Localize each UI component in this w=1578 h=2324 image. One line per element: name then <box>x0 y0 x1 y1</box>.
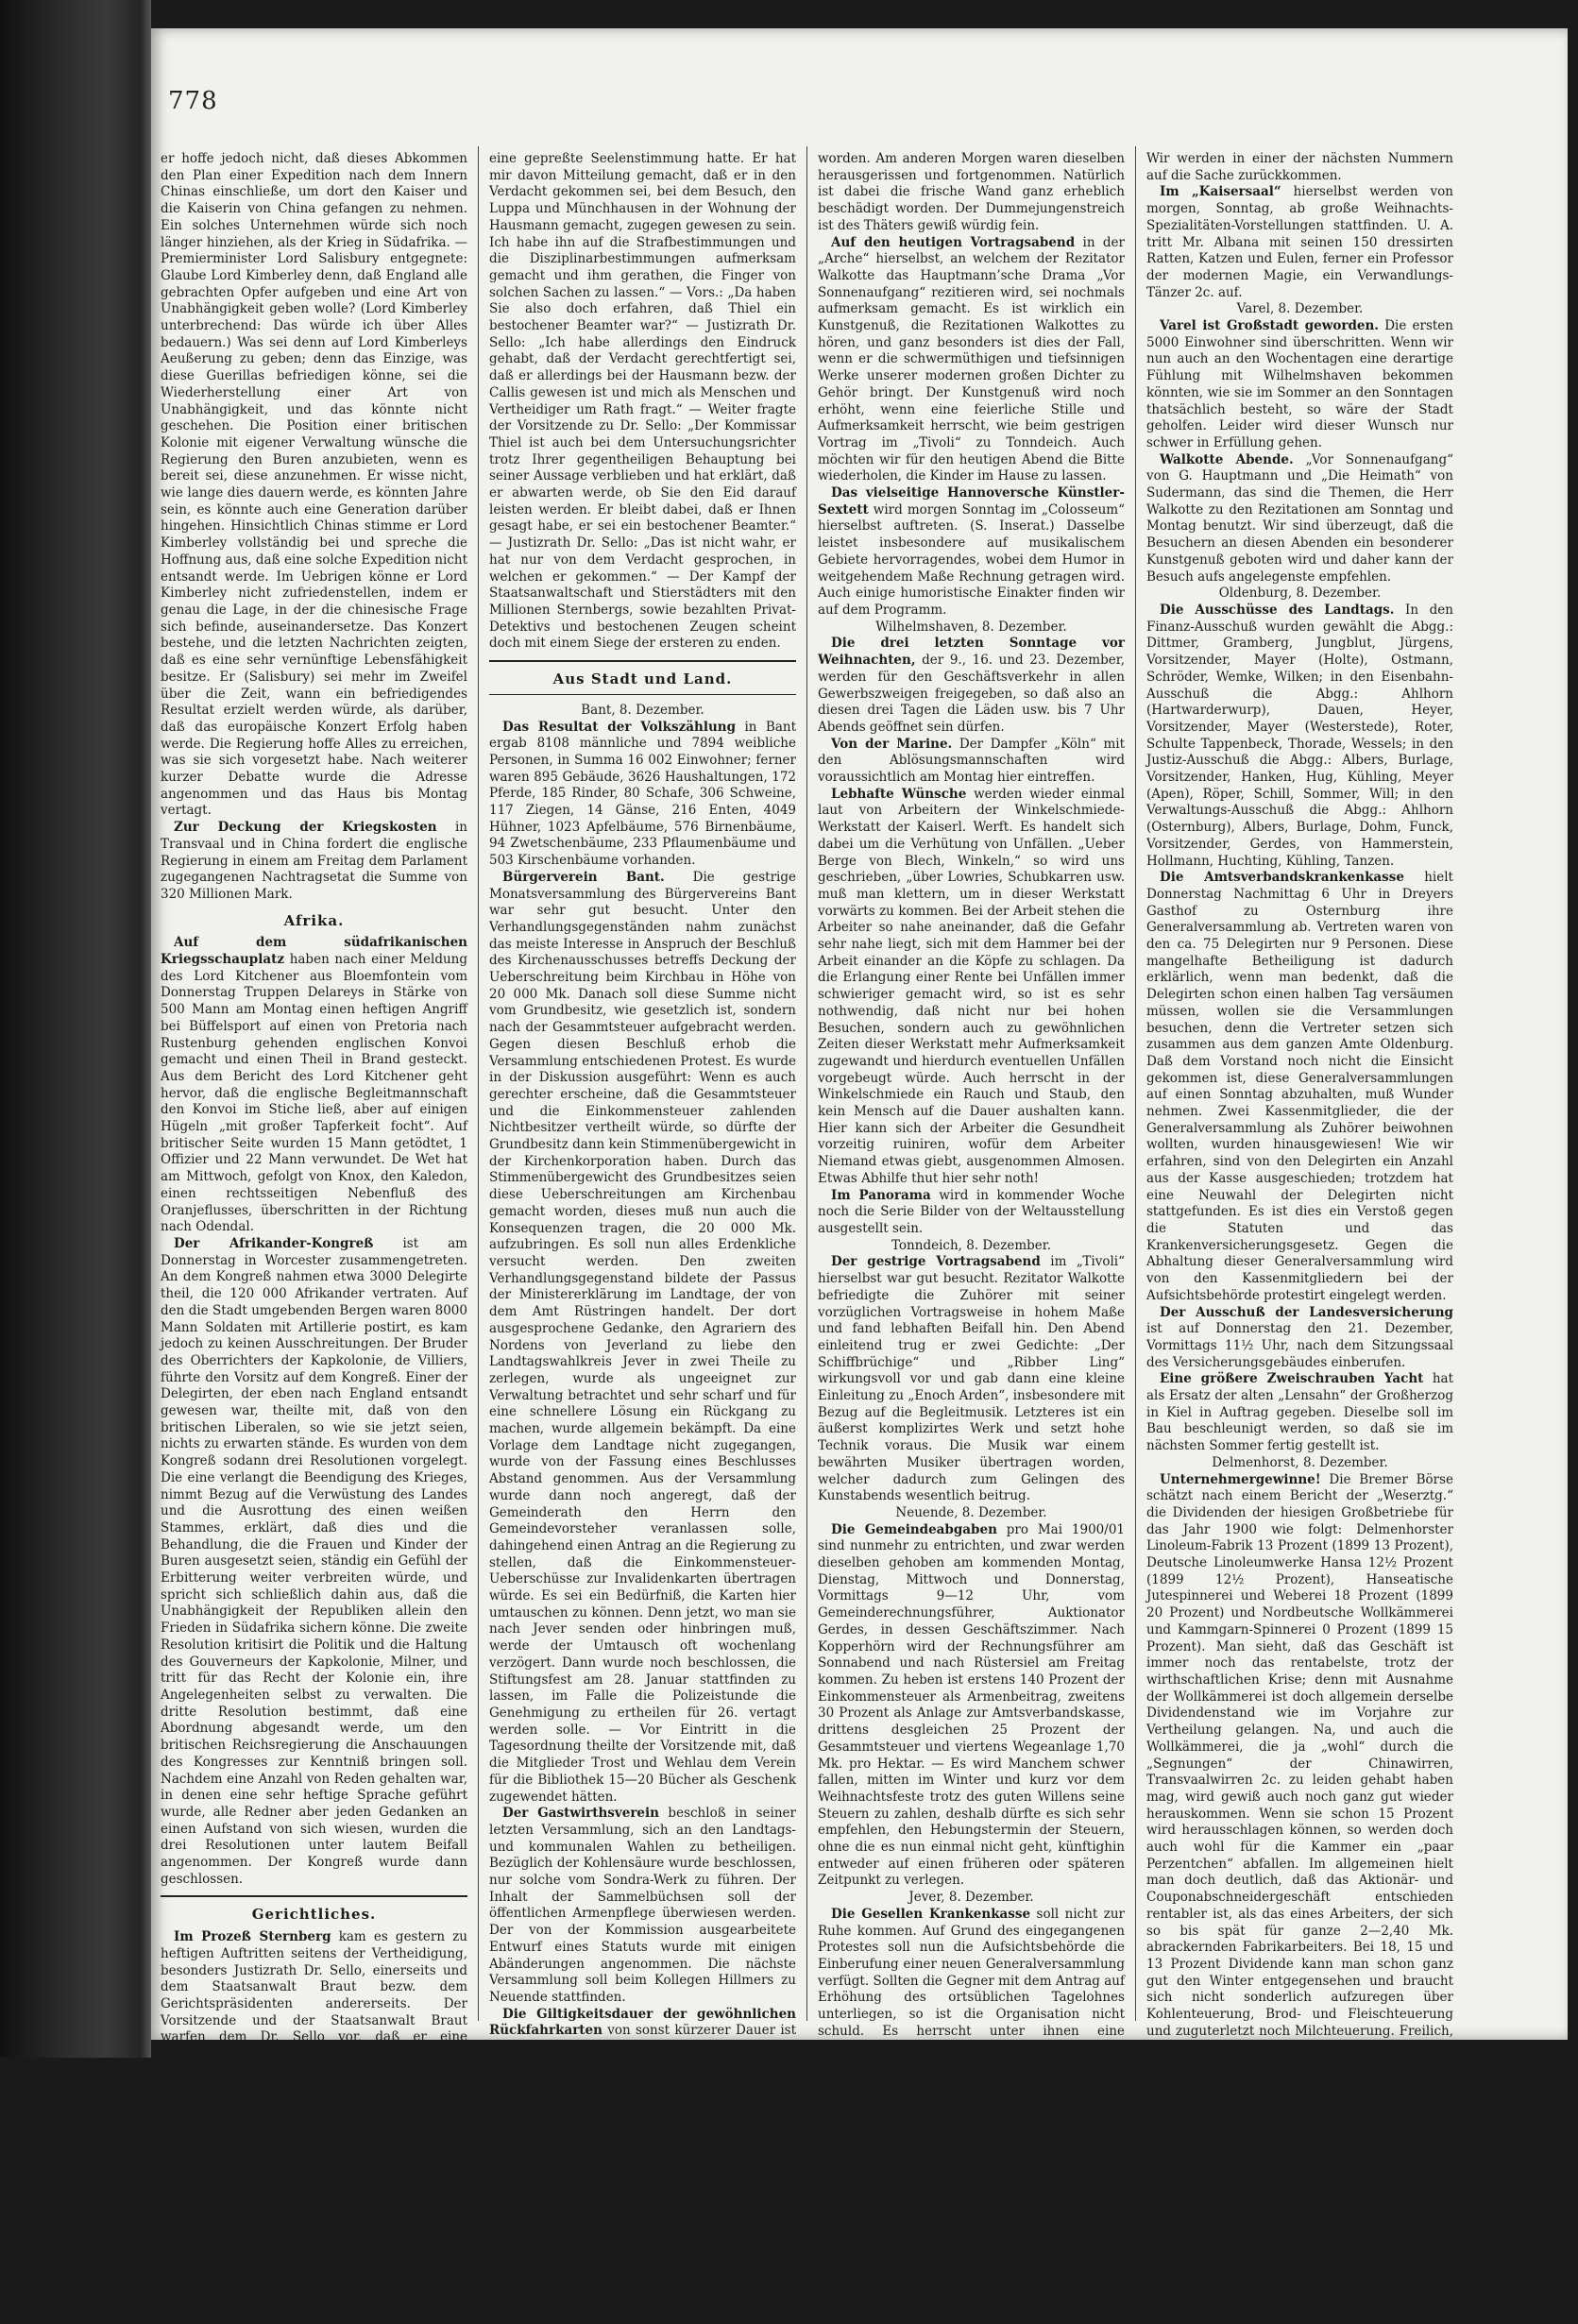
article-lead: Im Prozeß Sternberg <box>174 1929 331 1945</box>
article-paragraph: er hoffe jedoch nicht, daß dieses Abkommen den Plan einer Expedition nach dem Innern Chinas einschließe, um dort den Kaiser und die Kaiserin von China gefangen zu nehmen. Ein solches Unternehmen würde sich noch länger hinziehen, als der Krieg in Südafrika. — Premierminister Lord Salisbury entgegnete: Glaube Lord Kimberley denn, daß England alle gebrachten Opfer aufgeben und eine Art von Unabhängigkeit geben wolle? (Lord Kimberley unterbrechend: Das würde ich über Alles bedauern.) Was sei denn auf Lord Kimberleys Aeußerung zu geben; denn das Einzige, was diese Guerillas befriedigen könne, sei die Wiederherstellung einer Art von Unabhängigkeit, und das könnte nicht geschehen. Die Position einer britischen Kolonie mit eigener Verwaltung wünsche die Regierung den Buren anzubieten, wenn es bereit sei, diese anzunehmen. Er wisse nicht, wie lange dies dauern werde, es könnten Jahre sein, es könnte auch eine Generation darüber hingehen. Hinsichtlich Chinas stimme er Lord Kimberley vollständig bei und spreche die Hoffnung aus, daß eine solche Expedition nicht entsandt werde. Im Uebrigen könne er Lord Kimberley nicht zufriedenstellen, indem er genau die Lage, in der die chinesische Frage sich befinde, auseinandersetze. Das Konzert bestehe, und die letzten Nachrichten zeigten, daß es eine sehr vernünftige Lebensfähigkeit besitze. Er (Salisbury) sei mehr im Zweifel über die Zeit, wann ein befriedigendes Resultat erzielt werden würde, als darüber, daß das europäische Konzert Erfolg haben werde. Die Regierung hoffe Alles zu erreichen, was sie sich vorgesetzt habe. Nach weiterer kurzer Debatte wurde die Adresse angenommen und das Haus bis Montag vertagt. <box>161 151 467 819</box>
column-rule <box>478 146 479 2021</box>
column-1 <box>161 151 467 2263</box>
article-paragraph: Das Resultat der Volkszählung in Bant ergab 8108 männliche und 7894 weibliche Personen, in Summa 16 002 Einwohner; ferner waren 895 Gebäude, 3626 Haushaltungen, 172 Pferde, 185 Rinder, 80 Schafe, 306 Schweine, 117 Ziegen, 14 Gänse, 216 Enten, 4049 Hühner, 1023 Apfelbäume, 576 Birnenbäume, 94 Zwetschenbäume, 233 Pflaumenbäume und 503 Kirschenbäume vorhanden. <box>489 719 796 869</box>
article-paragraph: Ein Nachteil niedrigster Sorte wurde in der letzten Nacht in der Nähe einer Baude im Börsenstraße hierselbst verübt. Der Besitzer des Hauses wollte eine Thür in eine Wand setzen lassen. Die Haken, an welche die Thür gehängt werden sollte, waren neu eingemauert <box>489 2207 797 2323</box>
article-paragraph: Lebhafte Wünsche werden wieder einmal laut von Arbeitern der Winkelschmiede-Werkstatt der Kaiserl. Werft. Es handelt sich dabei um die Verhütung von Unfällen. „Ueber Berge von Blech, Winkeln,“ so wird uns geschrieben, „über Lowries, Schubkarren usw. muß man klettern, um in dieser Werkstatt vorwärts zu kommen. Bei der Arbeit stehen die Arbeiter so nahe aneinander, daß die Gefahr sehr nahe liegt, sich mit dem Hammer bei der Arbeit einander an die Köpfe zu schlagen. Da die Erlangung einer Rente bei Unfällen immer schwieriger gemacht wird, so ist es sehr nothwendig, daß nicht nur bei hohen Besuchen, sondern auch zu gewöhnlichen Zeiten dieser Werkstatt mehr Aufmerksamkeit zugewandt und hierdurch eventuellen Unfällen vorgebeugt würde. Auch herrscht in der Winkelschmiede ein Rauch und Staub, den kein Mensch auf die Dauer aushalten kann. Hier kann sich der Arbeiter die Gesundheit vorzeitig ruiniren, wofür dem Arbeiter Niemand etwas giebt, ausgenommen Almosen. Etwas Abhilfe thut hier sehr noth! <box>818 786 1125 1186</box>
article-lead: Die Gesellen Krankenkasse <box>831 1906 1031 1922</box>
dateline: Bant, 8. Dezember. <box>581 702 704 718</box>
article-lead: Eine größere Zweischrauben Yacht <box>1160 1371 1424 1387</box>
section-divider <box>161 1895 467 1897</box>
article-paragraph: Die Gesellen Krankenkasse soll nicht zur Ruhe kommen. Auf Grund des eingegangenen Protestes soll nun die Aufsichtsbehörde die Einberufung einer neuen Generalversammlung verfügt. Sollten die Gegner mit dem Antrag auf Erhöhung des ortsüblichen Tagelohnes unterliegen, so ist die Organisation nicht schuld. Es herrscht unter ihnen eine grenzenlose Lauheit und Interesselosigkeit und die Organisation des Betriebes nicht zu bringen. Sie sollten sich deshalb auch nicht wundern, wenn man sich dagegen sich berechtigte Forderung, wie es zur Zeit die Erhöhung des ortsüblichen Tagelohnes ist, vorzugehen. <box>818 1906 1125 2156</box>
article-paragraph: Von der Marine. Der Dampfer „Köln“ mit den Ablösungsmannschaften wird voraussichtlich am Montag hier eintreffen. <box>818 736 1125 786</box>
article-paragraph: Die Gemeindeabgaben pro Mai 1900/01 sind nunmehr zu entrichten, und zwar werden dieselben gehoben am kommenden Montag, Dienstag, Mittwoch und Donnerstag, Vormittags 9—12 Uhr, vom Gemeinderechnungsführer, Auktionator Gerdes, in dessen Geschäftszimmer. Nach Kopperhörn wird der Rechnungsführer am Sonnabend und nach Rüstersiel am Freitag kommen. Zu heben ist erstens 140 Prozent der Einkommensteuer als Armenbeitrag, zweitens 30 Prozent als Anlage zur Amtsverbandskasse, drittens desgleichen 25 Prozent der Gesammtsteuer und viertens Wegeanlage 1,70 Mk. pro Hektar. — Es wird Manchem schwer fallen, mitten im Winter und kurz vor dem Weihnachtsfeste trotz des guten Willens seine Steuern zu zahlen, deshalb dürfte es sich sehr empfehlen, den Hebungstermin der Steuern, ohne die es nun einmal nicht geht, künftighin entweder auf einen früheren oder späteren Zeitpunkt zu verlegen. <box>818 1521 1125 1889</box>
article-paragraph: Auf den heutigen Vortragsabend in der „Arche“ hierselbst, an welchem der Rezitator Walkotte das Hauptmann’sche Drama „Vor Sonnenaufgang“ rezitieren wird, sei nochmals aufmerksam gemacht. Es ist wirklich ein Kunstgenuß, die Rezitationen Walkottes zu hören, und ganz besonders ist dies der Fall, wenn er die schwermüthigen und tiefsinnigen Werke unserer modernen großen Dichter zu Gehör bringt. Der Kunstgenuß wird noch erhöht, wenn eine feierliche Stille und Aufmerksamkeit herrscht, wie beim gestrigen Vortrag im „Tivoli“ zu Tonndeich. Auch möchten wir für den heutigen Abend die Bitte wiederholen, die Kinder im Hause zu lassen. <box>818 234 1125 484</box>
article-lead: Die drei letzten Sonntage vor Weihnachten, <box>818 636 1125 669</box>
column-2 <box>489 151 797 2323</box>
section-divider <box>489 660 796 662</box>
article-paragraph: Die drei letzten Sonntage vor Weihnachten, der 9., 16. und 23. Dezember, werden für den Geschäftsverkehr in allen Gewerbszweigen freigegeben, so daß also an diesen drei Tagen die Läden usw. bis 7 Uhr Abends geöffnet sein dürfen. <box>818 636 1125 735</box>
column-4 <box>1146 151 1454 2156</box>
dateline: Varel, 8. Dezember. <box>1236 301 1364 317</box>
section-heading: Aus Stadt und Land. <box>552 670 733 688</box>
article-paragraph: Varel ist Großstadt geworden. Die ersten 5000 Einwohner sind überschritten. Wenn wir nun auch an den Wochentagen eine derartige Fühlung mit Wilhelmshaven bekommen könnten, wie sie im Sommer an den Sonntagen thatsächlich besteht, so wäre der Stadt geholfen. Leider wird dieser Wunsch nur schwer in Erfüllung gehen. <box>1146 318 1453 450</box>
column-rule <box>806 146 807 2021</box>
column-rule <box>1135 146 1136 2021</box>
article-lead: Im Panorama <box>831 1187 931 1203</box>
article-lead: Das vielseitige Hannoversche Künstler-Sextett <box>818 485 1125 517</box>
article-paragraph: Der Gastwirthsverein beschloß in seiner letzten Versammlung, sich an den Landtags- und kommunalen Wahlen zu betheiligen. Bezüglich der Kohlensäure wurde beschlossen, nur solche vom Sondra-Werk zu führen. Der Inhalt der Sammelbüchsen soll der öffentlichen Armenpflege überwiesen werden. Der von der Kommission ausgearbeitete Entwurf eines Statuts wurde mit einigen Abänderungen angenommen. Die nächste Versammlung soll beim Kollegen Hillmers zu Neuende stattfinden. <box>489 1806 796 2005</box>
article-lead: Die Gemeindeabgaben <box>831 1521 997 1537</box>
article-paragraph: Unternehmergewinne! Die Bremer Börse schätzt nach einem Bericht der „Weserztg.“ die Dividenden der hiesigen Großbetriebe für das Jahr 1900 wie folgt: Delmenhorster Linoleum-Fabrik 13 Prozent (1899 13 Prozent), Deutsche Linoleumwerke Hansa 12½ Prozent (1899 12½ Prozent), Hanseatische Jutespinnerei und Weberei 18 Prozent (1899 20 Prozent) und Nordbeutsche Wollkämmerei und Kammgarn-Spinnerei 0 Prozent (1899 15 Prozent). Man sieht, daß das Geschäft ist immer noch das rentabelste, trotz der wirthschaftlichen Krise; denn mit Ausnahme der Wollkämmerei ist doch allgemein derselbe Dividendenstand wie im Vorjahre zur Vertheilung gelangen. Na, und auch die Wollkämmerei, die ja „wohl“ durch die „Segnungen“ der Chinawirren, Transvaalwirren 2c. zu leiden gehabt haben mag, wird gewiß auch noch ganz gut wieder herauskommen. Wenn sie schon 15 Prozent wird herausschlagen können, so werden doch auch wohl für die Kammer ein „paar Perzentchen“ abfallen. Im allgemeinen hielt man doch deutlich, daß das Aktionär- und Couponabschneidergeschäft entschieden rentabler ist, als das eines Arbeiters, der sich so bis spät für ganze 2—2,40 Mk. abrackernden Fabrikarbeiters. Bei 18, 15 und 13 Prozent Dividende kann man schon ganz gut den Winter entgegensehen und braucht sich nicht sonderlich aufzuregen über Kohlenteuerung, Brod- und Fleischteuerung und zuguterletzt noch Milchteuerung. Freilich, den armen Aktionären und Kuponschneidern bedauern, denn als da kurze Zeit an der Bremer Börse orakelten „0“ eine Gänsehaut über ihr feistes Bäuchlein laufen, denn der Zusammenbruch ist zu schrecklich sein, daß sie ja „Gefrierpunkt zu dem Anblick der Delmenhorster Jute Bäumen des Winters. <box>1146 1471 1453 2156</box>
article-paragraph: Die Ausschüsse des Landtags. In den Finanz-Ausschuß wurden gewählt die Abgg.: Dittmer, Gramberg, Jungblut, Jürgens, Vorsitzender, Mayer (Holte), Ostmann, Schröder, Wemke, Wilken; in den Eisenbahn-Ausschuß die Abgg.: Ahlhorn (Hartwarderwurp), Dauen, Heyer, Vorsitzender, Mayer (Westerstede), Roter, Schulte Tappenbeck, Thorade, Wessels; in den Justiz-Ausschuß die Abgg.: Albers, Burlage, Vorsitzender, Hanken, Hug, Kühling, Meyer (Apen), Röper, Schill, Sommer, Will; in den Verwaltungs-Ausschuß die Abgg.: Ahlhorn (Osternburg), Albers, Burlage, Dohm, Funck, Vorsitzender, Gerdes, von Hammerstein, Hollmann, Huchting, Kühling, Tanzen. <box>1146 602 1453 869</box>
page-number: 778 <box>168 87 218 115</box>
article-lead: Von der Marine. <box>831 736 953 752</box>
article-lead: Die Giltigkeitsdauer der gewöhnlichen Rückfahrkarten <box>489 2006 796 2039</box>
article-paragraph: Die Amtsverbandskrankenkasse hielt Donnerstag Nachmittag 6 Uhr in Dreyers Gasthof zu Osternburg ihre Generalversammlung ab. Vertreten waren von den ca. 75 Delegirten nur 9 Personen. Diese mangelhafte Betheiligung ist dadurch erklärlich, wenn man bedenkt, daß die Delegirten schon einen halben Tag versäumen müssen, wollen sie die Versammlungen besuchen, denn die Vertreter setzen sich zusammen aus dem ganzen Amte Oldenburg. Daß dem Vorstand noch nicht die Einsicht gekommen ist, diese Generalversammlungen auf einen Sonntag abzuhalten, muß Wunder nehmen. Zwei Kassenmitglieder, die der Generalversammlung als Zuhörer beiwohnen wollten, wurden hinausgewiesen! Wie wir erfahren, sind von den Delegirten ein Anzahl aus der Kasse ausgeschieden; trotzdem hat eine Neuwahl der Delegirten nicht stattgefunden. Es ist dies ein Verstoß gegen die Statuten und das Krankenversicherungsgesetz. Gegen die Abhaltung dieser Generalversammlung wird von den Kassenmitgliedern bei der Aufsichtsbehörde protestirt eingelegt werden. <box>1146 870 1453 1303</box>
article-lead: Bürgerverein Bant. <box>502 869 665 885</box>
article-paragraph: Im „Kaisersaal“ hierselbst werden von morgen, Sonntag, ab große Weihnachts-Spezialitäten-Vorstellungen stattfinden. U. A. tritt Mr. Albana mit seinen 150 dressirten Ratten, Katzen und Eulen, ferner ein Professor der modernen Magie, ein Verwandlungs-Tänzer 2c. auf. <box>1146 184 1453 300</box>
article-paragraph: Eine größere Zweischrauben Yacht hat als Ersatz der alten „Lensahn“ der Großherzog in Kiel in Auftrag gegeben. Dieselbe soll im Bau beschleunigt werden, so daß sie im nächsten Sommer fertig gestellt ist. <box>1146 1371 1454 1454</box>
article-paragraph: Der Afrikander-Kongreß ist am Donnerstag in Worcester zusammengetreten. An dem Kongreß nahmen etwa 3000 Delegirte theil, die 120 000 Afrikander vertraten. Auf den die Stadt umgebenden Bergen waren 8000 Mann Soldaten mit Artillerie postirt, es kam jedoch zu keinen Ausschreitungen. Der Bruder des Oberrichters der Kapkolonie, de Villiers, führte den Vorsitz auf dem Kongreß. Einer der Delegirten, der eben nach England entsandt gewesen war, theilte mit, daß von den britischen Liberalen, so wie sie jetzt seien, nichts zu erwarten stände. Es wurden von dem Kongreß sodann drei Resolutionen vorgelegt. Die eine verlangt die Beendigung des Krieges, nimmt Bezug auf die Verwüstung des Landes und die Ausrottung des einen weißen Stammes, erklärt, daß dies und die Behandlung, die die Frauen und Kinder der Buren ausgesetzt seien, ständig ein Gefühl der Erbitterung weiter verbreiten würde, und spricht sich schließlich dahin aus, daß die Unabhängigkeit der Republiken allein den Frieden in Südafrika sichern könne. Die zweite Resolution kritisirt die Politik und die Haltung des Gouverneurs der Kapkolonie, Milner, und tritt für das Recht der Kolonie ein, ihre Angelegenheiten selbst zu verwalten. Die dritte Resolution bestimmt, daß eine Abordnung abgesandt werde, um den britischen Reichsregierung die Anschauungen des Kongresses zur Kenntniß bringen soll. Nachdem eine Anzahl von Reden gehalten war, in denen eine sehr heftige Sprache geführt wurde, alle Redner aber jeden Gedanken an einen Aufstand von sich wiesen, wurden die drei Resolutionen unter lautem Beifall angenommen. Der Kongreß wurde dann geschlossen. <box>161 1236 467 1887</box>
article-lead: Lebhafte Wünsche <box>831 786 967 802</box>
article-lead: Das Resultat der Volkszählung <box>502 719 737 735</box>
article-paragraph: Die Giltigkeitsdauer der gewöhnlichen Rückfahrkarten von sonst kürzerer Dauer ist für den Bereich der Oldenburgischen Bahn zum Weihnachtsfeste im direkten Verkehr mit den Stationen der Preußisch-Hessischen und Sächsischen Staatseisenbahnen, der Eutin-Lübecker, Lübeck-Büchener, Mecklenburgischen Friedrich-Franz-, Niederländischen Staats- und Holländischen Bahn auf die Zeit vom 18. Dezember einschließlich bis zum 8. Januar einschließlich festgesetzt. <box>489 2006 796 2206</box>
article-lead: Auf den heutigen Vortragsabend <box>831 234 1076 250</box>
dateline: Jever, 8. Dezember. <box>908 1890 1034 1906</box>
newspaper-page <box>151 28 1568 2323</box>
section-heading: Afrika. <box>283 911 345 929</box>
article-paragraph: Wir werden in einer der nächsten Nummern auf die Sache zurückkommen. <box>1146 151 1453 183</box>
article-paragraph: worden. Am anderen Morgen waren dieselben herausgerissen und fortgenommen. Natürlich ist dabei die frische Wand ganz erheblich beschädigt worden. Der Dummejungenstreich ist des Thäters gewiß würdig fein. <box>818 151 1125 233</box>
article-lead: Der gestrige Vortragsabend <box>831 1254 1041 1270</box>
article-lead: Der Afrikander-Kongreß <box>174 1236 374 1251</box>
article-paragraph: Bürgerverein Bant. Die gestrige Monatsversammlung des Bürgervereins Bant war sehr gut besucht. Unter den Verhandlungsgegenständen nahm zunächst das meiste Interesse in Anspruch der Beschluß des Kirchenausschusses betreffs Deckung der Ueberschreitung beim Kirchbau in Höhe von 20 000 Mk. Danach soll diese Summe nicht vom Grundbesitz, wie gesetzlich ist, sondern nach der Gesammtsteuer aufgebracht werden. Gegen diesen Beschluß erhob die Versammlung entschiedenen Protest. Es wurde in der Diskussion ausgeführt: Wenn es auch gerechter erscheine, daß die Gesammtsteuer und die Einkommensteuer zahlenden Nichtbesitzer vertheilt würde, so dürfte der Grundbesitz dann kein Stimmenübergewicht in der Kirchenkorporation haben. Durch das Stimmenübergewicht des Grundbesitzes seien diese Ueberschreitungen am Kirchenbau gemacht worden, dieses muß nun auch die Konsequenzen tragen, die 20 000 Mk. aufzubringen. Es soll nun alles Erdenkliche versucht werden. Den zweiten Verhandlungsgegenstand bildete der Passus der Ministererklärung im Landtage, der von dem Amt Rüstringen handelt. Der dort ausgesprochene Gedanke, den Agrariern des Nordens von Jeverland zu liebe den Landtagswahlkreis Jever in zwei Theile zu zerlegen, wurde als ungeeignet zur Verwaltung betrachtet und sehr scharf und für eine schnellere Lösung ein Rückgang zu machen, wurde allgemein bekämpft. Da eine Vorlage dem Landtage nicht zugegangen, wurde von der Fassung eines Beschlusses Abstand genommen. Aus der Versammlung wurde dann noch angeregt, daß der Gemeinderath den Herrn den Gemeindevorsteher veranlassen solle, dahingehend einen Antrag an die Regierung zu stellen, daß die Einkommensteuer-Ueberschüsse zur Invalidenkarten übertragen würde. Es sei ein Bedürfniß, die Karten hier umtauschen zu können. Denn jetzt, wo man sie nach Jever senden oder hinbringen muß, werde der Umtausch oft wochenlang verzögert. Dann wurde noch beschlossen, die Stiftungsfest am 28. Januar stattfinden zu lassen, im Falle die Polizeistunde die Genehmigung zu ertheilen für 26. vertagt werden solle. — Vor Eintritt in die Tagesordnung theilte der Vorsitzende mit, daß die Mitglieder Trost und Wehlau dem Verein für die Bibliothek 15—20 Bücher als Geschenk zugewendet hätten. <box>489 869 796 1805</box>
article-lead: Zur Deckung der Kriegskosten <box>174 820 437 836</box>
dateline: Tonndeich, 8. Dezember. <box>891 1237 1052 1253</box>
article-paragraph: Der gestrige Vortragsabend im „Tivoli“ hierselbst war gut besucht. Rezitator Walkotte befriedigte die Zuhörer mit seiner vorzüglichen Vortragsweise in hohem Maße und fand lebhaften Beifall hin. Den Abend einleitend trug er zwei Gedichte: „Der Schiffbrüchige“ und „Ribber Ling“ wirkungsvoll vor und gab dann eine kleine Einleitung zu „Enoch Arden“, insbesondere mit Bezug auf die Begleitmusik. Letzteres ist ein äußerst komplizirtes Werk und setzt hohe Technik voraus. Die Musik war einem bewährten Musiker übertragen worden, welcher dadurch zum Gelingen des Kunstabends wesentlich beitrug. <box>818 1254 1125 1504</box>
article-paragraph: Walkotte Abende. „Vor Sonnenaufgang“ von G. Hauptmann und „Die Heimath“ von Sudermann, das sind die Themen, die Herr Walkotte zu den Rezitationen am Sonntag und Montag benutzt. Wir sind überzeugt, daß die Besuchern an diesen Abenden ein besonderer Kunstgenuß geboten wird und daher kann der Besuch aufs angelegenste empfehlen. <box>1146 451 1453 585</box>
article-lead: Ein Nachteil <box>502 2207 592 2223</box>
article-paragraph: Im Prozeß Sternberg kam es gestern zu heftigen Auftritten seitens der Vertheidigung, besonders Justizrath Dr. Sello, einerseits und dem Staatsanwalt Braut bezw. dem Gerichtspräsidenten andererseits. Der Vorsitzende und der Staatsanwalt Braut warfen dem Dr. Sello vor, daß er eine Entrüstung bei der Beschuldigung Stierstädters, daß Thiel das Vorgehen des Kommissars Thiel gewußt, nicht am Platze gewesen sei, denn Thiel habe ihm, Dr. Sello, gesagt, er habe schon im Monat Mai dem Dr. Sello mitgetheilt, daß er ein bestochener Beamter sei. Dr. Sello bestritt, daß Sello es gesagt habe und wurde sehr aufgebracht auf folgender Erklärung festgenagelt: „Herr Thiel ist etwa im März zu mir gekommen und hat auf mich den Eindruck gemacht, als ob er sich in schwerer Gewissensbedrängniß befunden und <box>161 1929 467 2263</box>
section-heading: Gerichtliches. <box>251 1906 377 1924</box>
article-lead: Unternehmergewinne! <box>1160 1471 1321 1487</box>
article-lead: Die Amtsverbandskrankenkasse <box>1160 870 1404 886</box>
article-paragraph: Auf dem südafrikanischen Kriegsschauplatz haben nach einer Meldung des Lord Kitchener aus Bloemfontein vom Donnerstag Truppen Delareys in Stärke von 500 Mann am Montag einen heftigen Angriff bei Büffelsport auf einen von Pretoria nach Rustenburg gehenden englischen Konvoi gemacht und einen Theil in Brand gesteckt. Aus dem Bericht des Lord Kitchener geht hervor, daß die englische Begleitmannschaft den Konvoi im Stiche ließ, aber auf einigen Hügeln „mit großer Tapferkeit focht“. Auf britischer Seite wurden 15 Mann getödtet, 1 Offizier und 22 Mann verwundet. De Wet hat am Mittwoch, gefolgt von Knox, den Kaledon, einen rechtsseitigen Nebenfluß des Oranjeflusses, überschritten in der Richtung nach Odendal. <box>161 935 467 1235</box>
dateline: Wilhelmshaven, 8. Dezember. <box>875 619 1067 635</box>
article-paragraph: eine gepreßte Seelenstimmung hatte. Er hat mir davon Mitteilung gemacht, daß er in den Verdacht gekommen sei, bei dem Besuch, den Luppa und Münchhausen in der Wohnung der Hausmann gemacht, zugegen gewesen zu sein. Ich habe ihn auf die Strafbestimmungen und die Disziplinarbestimmungen aufmerksam gemacht und ihm gerathen, die Finger von solchen Sachen zu lassen.“ — Vors.: „Da haben Sie also doch erfahren, daß Thiel ein bestochener Beamter war?“ — Justizrath Dr. Sello: „Ich habe allerdings den Eindruck gehabt, daß der Verdacht gerechtfertigt sei, daß er allerdings bei der Hausmann bezw. der Callis gewesen ist und mich als Menschen und Vertheidiger um Rath fragt.“ — Weiter fragte der Vorsitzende zu Dr. Sello: „Der Kommissar Thiel ist auch bei dem Untersuchungsrichter trotz Ihrer gegentheiligen Behauptung bei seiner Aussage verblieben und hat erklärt, daß er abwarten werde, ob Sie den Eid darauf leisten werden. Er bleibt dabei, daß er Ihnen gesagt habe, er sei ein bestochener Beamter.“ — Justizrath Dr. Sello: „Das ist nicht wahr, er hat nur von dem Verdacht gesprochen, in welchen er gekommen.“ — Der Kampf der Staatsanwaltschaft und Stierstädters mit den Millionen Sternbergs, sowie bezahlten Privat-Detektivs und bestochenen Zeugen scheint doch mit einem Siege der ersteren zu enden. <box>489 151 796 652</box>
article-lead: Im „Kaisersaal“ <box>1160 184 1281 200</box>
column-3 <box>818 151 1126 2156</box>
article-lead: Die Ausschüsse des Landtags. <box>1160 602 1395 618</box>
article-lead: Der Gastwirthsverein <box>502 1806 659 1822</box>
article-paragraph: Das vielseitige Hannoversche Künstler-Sextett wird morgen Sonntag im „Colosseum“ hierselbst auftreten. (S. Inserat.) Dasselbe leistet insbesondere auf musikalischem Gebiete hervorragendes, wobei dem Humor in weitgehendem Maße Rechnung getragen wird. Auch einige humoristische Einakter finden wir auf dem Programm. <box>818 485 1125 618</box>
dateline: Delmenhorst, 8. Dezember. <box>1212 1454 1388 1470</box>
section-divider <box>489 694 796 695</box>
article-lead: Walkotte Abende. <box>1160 451 1294 467</box>
article-paragraph: Im Panorama wird in kommender Woche noch die Serie Bilder von der Weltausstellung ausgestellt sein. <box>818 1187 1126 1236</box>
book-binding <box>0 0 151 2058</box>
article-lead: Varel ist Großstadt geworden. <box>1160 318 1380 334</box>
article-paragraph: Der Ausschuß der Landesversicherung ist auf Donnerstag den 21. Dezember, Vormittags 11½ Uhr, nach dem Sitzungssaal des Versicherungsgebäudes einberufen. <box>1146 1304 1453 1370</box>
dateline: Oldenburg, 8. Dezember. <box>1218 585 1382 602</box>
article-lead: Der Ausschuß der Landesversicherung <box>1160 1304 1453 1320</box>
dateline: Neuende, 8. Dezember. <box>895 1504 1047 1520</box>
article-paragraph: Zur Deckung der Kriegskosten in Transvaal und in China fordert die englische Regierung in einem am Freitag dem Parlament zugegangenen Nachtragsetat die Summe von 320 Millionen Mark. <box>161 820 467 902</box>
article-lead: Auf dem südafrikanischen Kriegsschauplatz <box>161 935 467 968</box>
